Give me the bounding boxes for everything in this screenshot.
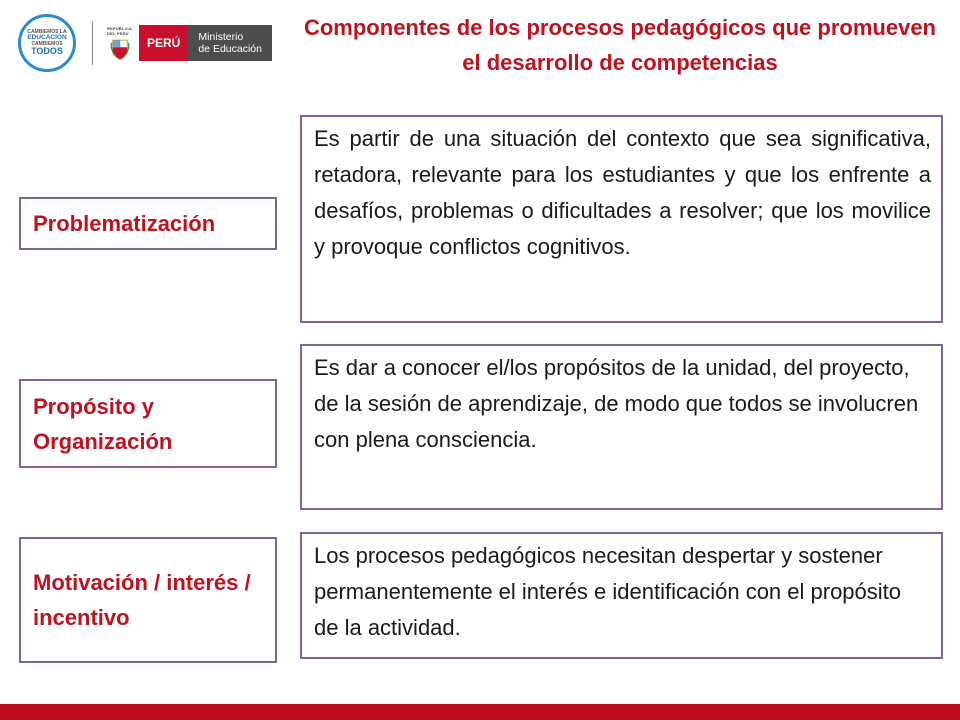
campaign-logo-line1: CAMBIEMOS LA xyxy=(27,29,67,36)
description-proposito-organizacion: Es dar a conocer el/los propósitos de la unidad, del proyecto, de la sesión de aprendizaje, de modo que todos se involucren con plena consciencia. xyxy=(300,344,943,510)
bottom-bar xyxy=(0,704,960,720)
campaign-logo xyxy=(18,14,76,72)
label-problematizacion: Problematización xyxy=(19,197,277,250)
coat-of-arms-caption: REPÚBLICA DEL PERÚ xyxy=(107,26,132,36)
description-problematizacion: Es partir de una situación del contexto que sea significativa, retadora, relevante para los estudiantes y que los enfrente a desafíos, problemas o dificultades a resolver; que los movilice y provoque conflictos cognitivos. xyxy=(300,115,943,323)
page-title: Componentes de los procesos pedagógicos que promueven el desarrollo de competencias xyxy=(303,15,936,75)
label-motivacion: Motivación / interés / incentivo xyxy=(19,537,277,663)
campaign-logo-line3: CAMBIEMOS xyxy=(31,40,63,47)
ministry-line1: Ministerio xyxy=(198,30,244,43)
ministry-line2: de Educación xyxy=(198,43,262,55)
header-logos xyxy=(18,10,272,76)
peru-label: PERÚ xyxy=(139,25,188,61)
campaign-logo-line4: TODOS xyxy=(31,45,63,56)
campaign-logo-line2: EDUCACIÓN xyxy=(27,34,67,42)
ministry-label xyxy=(188,25,272,61)
label-proposito-organizacion: Propósito y Organización xyxy=(19,379,277,468)
description-motivacion: Los procesos pedagógicos necesitan despertar y sostener permanentemente el interés e identificación con el propósito de la actividad. xyxy=(300,532,943,659)
logo-divider xyxy=(92,21,93,65)
shield-icon xyxy=(108,38,132,60)
coat-of-arms-icon xyxy=(107,26,133,60)
